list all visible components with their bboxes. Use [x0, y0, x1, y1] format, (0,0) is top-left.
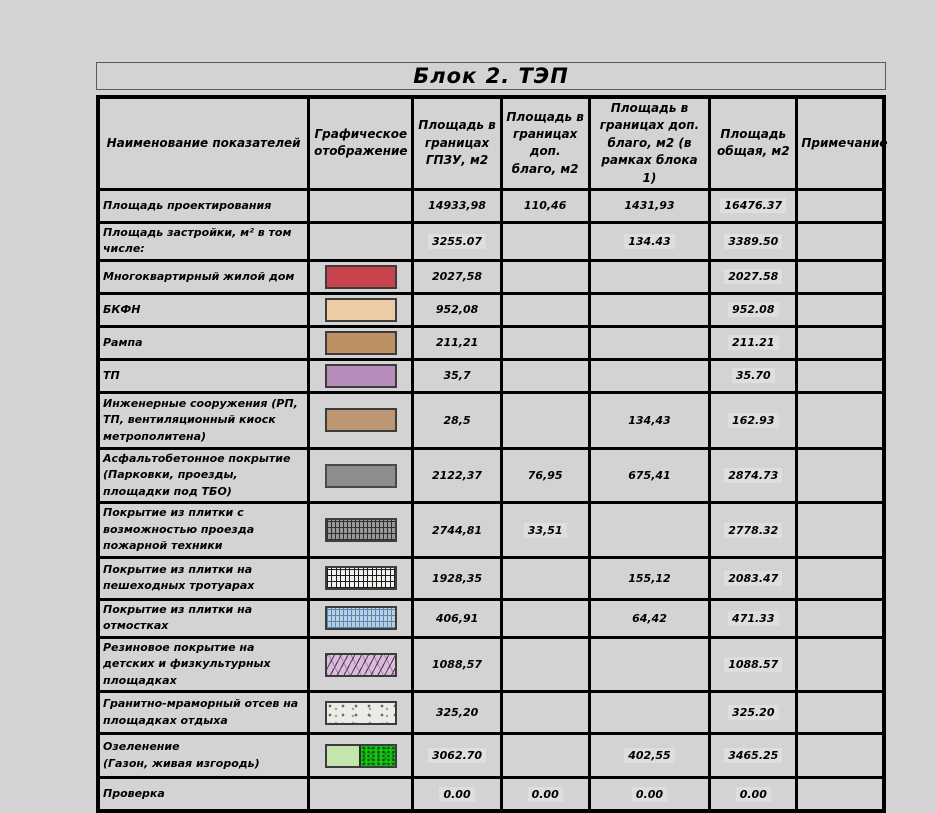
swatch-cell [309, 359, 413, 392]
value-cell [589, 293, 710, 326]
header-area-dop-blago-block1: Площадь в границах доп. благо, м2 (в рамках блока 1) [589, 97, 710, 189]
value-cell: 28,5 [413, 392, 501, 448]
value-cell: 16476.37 [710, 189, 797, 222]
value-cell [501, 692, 589, 734]
note-cell [797, 260, 884, 293]
value-cell: 211.21 [710, 326, 797, 359]
indicator-name: Площадь застройки, м² в том числе: [98, 222, 309, 260]
value-cell: 1088.57 [710, 637, 797, 692]
table-title: Блок 2. ТЭП [413, 64, 569, 88]
note-cell [797, 326, 884, 359]
swatch-cell [309, 778, 413, 812]
value-cell: 1928,35 [413, 557, 501, 599]
table-row [98, 734, 884, 778]
swatch-cell [309, 392, 413, 448]
table-row [98, 222, 884, 260]
value-cell: 675,41 [589, 448, 710, 503]
value-cell [501, 734, 589, 778]
legend-swatch [325, 606, 397, 630]
header-area-total: Площадь общая, м2 [710, 97, 797, 189]
value-cell: 2122,37 [413, 448, 501, 503]
legend-swatch [325, 701, 397, 725]
value-cell: 2027.58 [710, 260, 797, 293]
value-cell [589, 692, 710, 734]
note-cell [797, 293, 884, 326]
value-cell: 0.00 [589, 778, 710, 812]
header-graphic-display: Графическое отображение [309, 97, 413, 189]
note-cell [797, 392, 884, 448]
legend-swatch [325, 566, 397, 590]
swatch-cell [309, 260, 413, 293]
value-cell [501, 392, 589, 448]
swatch-cell [309, 189, 413, 222]
table-row [98, 326, 884, 359]
legend-swatch [325, 744, 397, 768]
indicator-name: Озеленение (Газон, живая изгородь) [98, 734, 309, 778]
indicator-name: Проверка [98, 778, 309, 812]
value-cell: 1431,93 [589, 189, 710, 222]
value-cell: 76,95 [501, 448, 589, 503]
value-cell [501, 637, 589, 692]
swatch-cell [309, 326, 413, 359]
value-cell: 952.08 [710, 293, 797, 326]
indicator-name: Покрытие из плитки на пешеходных тротуарах [98, 557, 309, 599]
table-row [98, 637, 884, 692]
note-cell [797, 692, 884, 734]
legend-swatch [325, 464, 397, 488]
value-cell [589, 359, 710, 392]
indicator-name: Гранитно-мраморный отсев на площадках отдыха [98, 692, 309, 734]
legend-swatch [325, 653, 397, 677]
value-cell: 952,08 [413, 293, 501, 326]
swatch-cell [309, 503, 413, 558]
indicator-name: Инженерные сооружения (РП, ТП, вентиляционный киоск метрополитена) [98, 392, 309, 448]
value-cell [589, 503, 710, 558]
value-cell: 0.00 [710, 778, 797, 812]
table-title-band [96, 62, 886, 90]
header-area-gpzu: Площадь в границах ГПЗУ, м2 [413, 97, 501, 189]
value-cell: 3062.70 [413, 734, 501, 778]
table-row [98, 599, 884, 637]
header-indicator-name: Наименование показателей [98, 97, 309, 189]
note-cell [797, 189, 884, 222]
note-cell [797, 637, 884, 692]
value-cell: 64,42 [589, 599, 710, 637]
value-cell [589, 260, 710, 293]
value-cell: 402,55 [589, 734, 710, 778]
value-cell: 33,51 [501, 503, 589, 558]
swatch-cell [309, 734, 413, 778]
table-row [98, 359, 884, 392]
note-cell [797, 222, 884, 260]
value-cell: 110,46 [501, 189, 589, 222]
legend-swatch [325, 331, 397, 355]
header-row [98, 97, 884, 189]
value-cell: 2874.73 [710, 448, 797, 503]
note-cell [797, 734, 884, 778]
value-cell: 155,12 [589, 557, 710, 599]
value-cell [501, 599, 589, 637]
value-cell: 134.43 [589, 222, 710, 260]
table-row [98, 503, 884, 558]
tep-table [96, 95, 886, 813]
indicator-name: Многоквартирный жилой дом [98, 260, 309, 293]
value-cell: 134,43 [589, 392, 710, 448]
indicator-name: Асфальтобетонное покрытие (Парковки, проезды, площадки под ТБО) [98, 448, 309, 503]
swatch-cell [309, 599, 413, 637]
value-cell [589, 637, 710, 692]
note-cell [797, 503, 884, 558]
note-cell [797, 557, 884, 599]
value-cell: 3465.25 [710, 734, 797, 778]
value-cell: 406,91 [413, 599, 501, 637]
value-cell: 3255.07 [413, 222, 501, 260]
indicator-name: Резиновое покрытие на детских и физкультурных площадках [98, 637, 309, 692]
indicator-name: Площадь проектирования [98, 189, 309, 222]
header-note: Примечание [797, 97, 884, 189]
swatch-cell [309, 293, 413, 326]
value-cell [501, 326, 589, 359]
value-cell: 2027,58 [413, 260, 501, 293]
value-cell [589, 326, 710, 359]
table-row [98, 692, 884, 734]
swatch-cell [309, 557, 413, 599]
swatch-cell [309, 222, 413, 260]
legend-swatch [325, 364, 397, 388]
value-cell: 1088,57 [413, 637, 501, 692]
value-cell: 14933,98 [413, 189, 501, 222]
value-cell [501, 293, 589, 326]
note-cell [797, 448, 884, 503]
value-cell: 211,21 [413, 326, 501, 359]
legend-swatch [325, 408, 397, 432]
value-cell: 325,20 [413, 692, 501, 734]
indicator-name: Покрытие из плитки на отмостках [98, 599, 309, 637]
legend-swatch [325, 518, 397, 542]
table-row [98, 392, 884, 448]
value-cell: 0.00 [413, 778, 501, 812]
value-cell: 2778.32 [710, 503, 797, 558]
table-row [98, 778, 884, 812]
indicator-name: ТП [98, 359, 309, 392]
indicator-name: Рампа [98, 326, 309, 359]
note-cell [797, 359, 884, 392]
value-cell: 325.20 [710, 692, 797, 734]
value-cell: 162.93 [710, 392, 797, 448]
indicator-name: Покрытие из плитки с возможностью проезда пожарной техники [98, 503, 309, 558]
legend-swatch [325, 265, 397, 289]
value-cell: 2083.47 [710, 557, 797, 599]
swatch-cell [309, 448, 413, 503]
table-row [98, 260, 884, 293]
value-cell: 35.70 [710, 359, 797, 392]
swatch-cell [309, 692, 413, 734]
value-cell: 0.00 [501, 778, 589, 812]
value-cell: 2744,81 [413, 503, 501, 558]
indicator-name: БКФН [98, 293, 309, 326]
value-cell: 3389.50 [710, 222, 797, 260]
value-cell [501, 359, 589, 392]
value-cell: 471.33 [710, 599, 797, 637]
table-row [98, 189, 884, 222]
swatch-cell [309, 637, 413, 692]
note-cell [797, 778, 884, 812]
value-cell [501, 557, 589, 599]
value-cell [501, 222, 589, 260]
value-cell: 35,7 [413, 359, 501, 392]
note-cell [797, 599, 884, 637]
table-row [98, 448, 884, 503]
legend-swatch [325, 298, 397, 322]
header-area-dop-blago: Площадь в границах доп. благо, м2 [501, 97, 589, 189]
value-cell [501, 260, 589, 293]
table-row [98, 293, 884, 326]
table-row [98, 557, 884, 599]
